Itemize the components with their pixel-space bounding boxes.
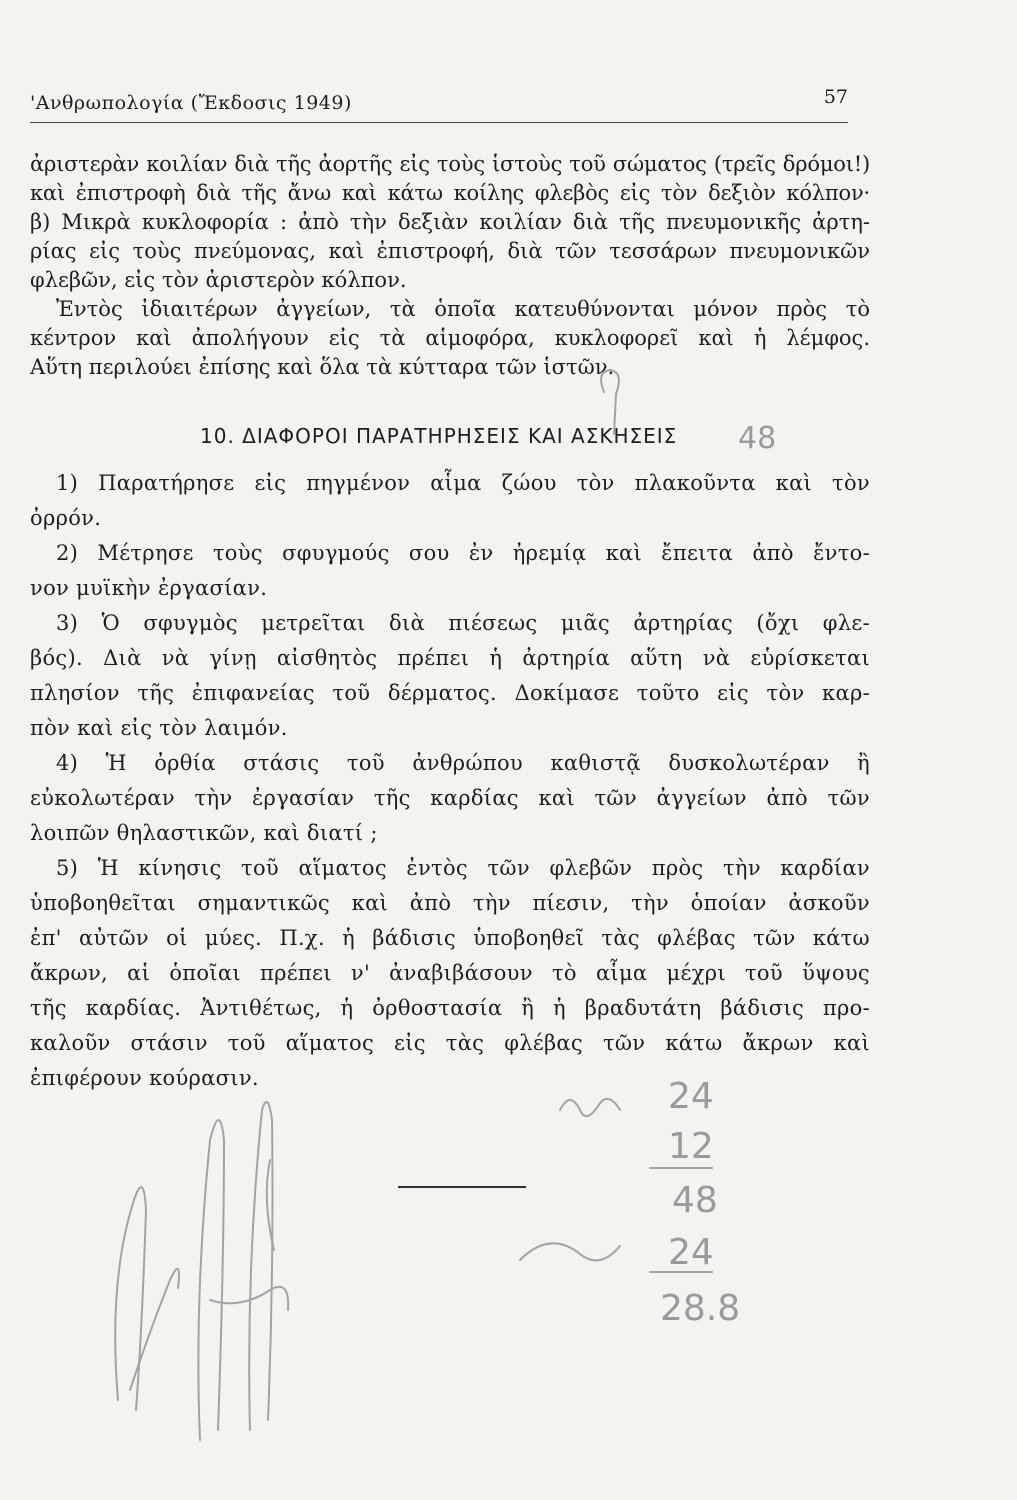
- exercise-line: πὸν καὶ εἰς τὸν λαιμόν.: [30, 716, 288, 740]
- text-line: κέντρον καὶ ἀπολήγουν εἰς τὰ αἱμοφόρα, κυκλοφορεῖ καὶ ἡ λέμφος.: [30, 326, 870, 350]
- exercise-line: 1) Παρατήρησε εἰς πηγμένον αἷμα ζώου τὸν πλακοῦντα καὶ τὸν: [56, 471, 870, 495]
- pencil-scribble: [520, 1243, 620, 1260]
- pencil-number: 28.8: [660, 1288, 741, 1329]
- exercise-line: ὀρρόν.: [30, 506, 102, 530]
- page-number: 57: [823, 86, 848, 108]
- text-line: Ἐντὸς ἰδιαιτέρων ἀγγείων, τὰ ὁποῖα κατευθύνονται μόνον πρὸς τὸ: [56, 297, 870, 321]
- exercise-line: καλοῦν στάσιν τοῦ αἵματος εἰς τὰς φλέβας τῶν κάτω ἄκρων καὶ: [30, 1031, 870, 1055]
- exercise-line: εὐκολωτέραν τὴν ἐργασίαν τῆς καρδίας καὶ τῶν ἀγγείων ἀπὸ τῶν: [30, 786, 870, 810]
- exercise-line: βός). Διὰ νὰ γίνῃ αἰσθητὸς πρέπει ἡ ἀρτηρία αὕτη νὰ εὑρίσκεται: [30, 646, 870, 670]
- text-line: Αὕτη περιλούει ἐπίσης καὶ ὅλα τὰ κύτταρα τῶν ἱστῶν.: [30, 355, 615, 379]
- text-line: ἀριστερὰν κοιλίαν διὰ τῆς ἀορτῆς εἰς τοὺς ἱστοὺς τοῦ σώματος (τρεῖς δρόμοι!): [30, 152, 870, 176]
- exercise-line: 2) Μέτρησε τοὺς σφυγμούς σου ἐν ἠρεμίᾳ καὶ ἔπειτα ἀπὸ ἔντο-: [56, 541, 870, 565]
- pencil-scribble: [560, 1099, 620, 1116]
- pencil-scrawl: [198, 1120, 224, 1440]
- text-line: ρίας εἰς τοὺς πνεύμονας, καὶ ἐπιστροφή, διὰ τῶν τεσσάρων πνευμονικῶν: [30, 239, 870, 263]
- exercise-line: πλησίον τῆς ἐπιφανείας τοῦ δέρματος. Δοκίμασε τοῦτο εἰς τὸν καρ-: [30, 681, 870, 705]
- exercise-line: νον μυϊκὴν ἐργασίαν.: [30, 576, 268, 600]
- exercise-line: 5) Ἡ κίνησις τοῦ αἵματος ἐντὸς τῶν φλεβῶν πρὸς τὴν καρδίαν: [56, 856, 870, 880]
- pencil-number: 24: [668, 1232, 714, 1273]
- pencil-mark: [601, 370, 619, 434]
- exercise-line: τῆς καρδίας. Ἀντιθέτως, ἡ ὀρθοστασία ἢ ἡ βραδυτάτη βάδισις προ-: [30, 996, 870, 1020]
- pencil-number: 24: [668, 1076, 714, 1117]
- exercise-line: ἐπ' αὐτῶν οἱ μύες. Π.χ. ἡ βάδισις ὑποβοηθεῖ τὰς φλέβας τῶν κάτω: [30, 926, 870, 950]
- exercise-line: ἐπιφέρουν κούρασιν.: [30, 1066, 259, 1090]
- section-heading: 10. ΔΙΑΦΟΡΟΙ ΠΑΡΑΤΗΡΗΣΕΙΣ ΚΑΙ ΑΣΚΗΣΕΙΣ: [200, 424, 678, 448]
- pencil-number: 48: [672, 1180, 718, 1221]
- pencil-scrawl: [249, 1102, 272, 1430]
- running-title: 'Ανθρωπολογία (Ἔκδοσις 1949): [30, 92, 352, 114]
- exercise-line: ὑποβοηθεῖται σημαντικῶς καὶ ἀπὸ τὴν πίεσιν, τὴν ὁποίαν ἀσκοῦν: [30, 891, 870, 915]
- exercise-line: 3) Ὁ σφυγμὸς μετρεῖται διὰ πιέσεως μιᾶς ἀρτηρίας (ὄχι φλε-: [56, 611, 870, 635]
- pencil-number: 12: [668, 1126, 714, 1167]
- exercise-line: λοιπῶν θηλαστικῶν, καὶ διατί ;: [30, 821, 378, 845]
- pencil-scrawl: [115, 1187, 146, 1410]
- text-line: καὶ ἐπιστροφὴ διὰ τῆς ἄνω καὶ κάτω κοίλης φλεβὸς εἰς τὸν δεξιὸν κόλπον·: [30, 181, 870, 205]
- margin-note: 48: [738, 421, 777, 456]
- text-line: φλεβῶν, εἰς τὸν ἀριστερὸν κόλπον.: [30, 268, 407, 292]
- exercise-line: 4) Ἡ ὀρθία στάσις τοῦ ἀνθρώπου καθιστᾷ δυσκολωτέραν ἢ: [56, 751, 870, 775]
- pencil-scrawl: [130, 1269, 179, 1390]
- exercise-line: ἄκρων, αἱ ὁποῖαι πρέπει ν' ἀναβιβάσουν τὸ αἷμα μέχρι τοῦ ὕψους: [30, 961, 870, 985]
- text-line: β) Μικρὰ κυκλοφορία : ἀπὸ τὴν δεξιὰν κοιλίαν διὰ τῆς πνευμονικῆς ἀρτη-: [30, 210, 870, 234]
